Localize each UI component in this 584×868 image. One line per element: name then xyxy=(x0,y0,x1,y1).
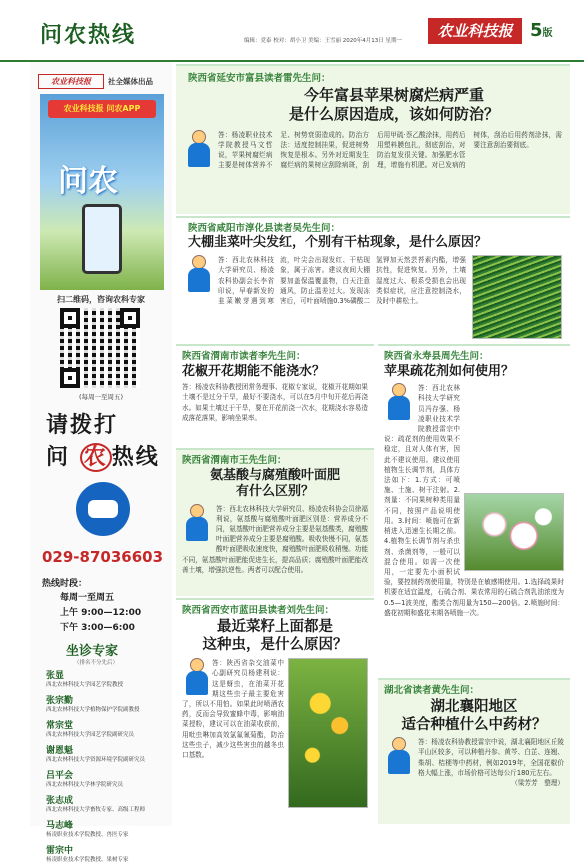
expert-name: 雷宗中 xyxy=(46,846,74,856)
expert-name: 张显 xyxy=(46,671,65,681)
article-rapeseed-pests xyxy=(176,598,374,824)
expert-role: 西北农林科技大学畜牧专家、高级工程师 xyxy=(46,807,146,813)
article-leek-tips xyxy=(176,216,570,340)
article-headline xyxy=(244,86,544,124)
expert-name: 张宗勤 xyxy=(46,696,74,706)
call-line-2-a: 问 xyxy=(46,445,71,470)
headline-line: 氨基酸与腐殖酸叶面肥 xyxy=(209,468,340,483)
edition-label: 版 xyxy=(542,28,553,39)
expert-name: 常宗堂 xyxy=(46,721,74,731)
headline-line: 是什么原因造成，该如何防治？ xyxy=(288,104,499,123)
article-headline xyxy=(384,698,564,734)
expert-avatar-icon xyxy=(384,383,414,423)
headline-line: 今年富县苹果树腐烂病严重 xyxy=(303,86,484,104)
hotline-morning: 上午 9:00—12:00 xyxy=(60,608,142,618)
article-headline: 大棚韭菜叶尖发红，个别有干枯现象，是什么原因？ xyxy=(188,235,488,250)
article-text: 答：杨凌职业技术学院教授马文哲说，苹果树腐烂病主要是树体营养不足、树势衰弱造成的。防治方法：适度控制挂果，促进树势恢复是根本。另外对近期发生腐烂病的果树应刮除病斑，刮后用甲硫·萘乙酸涂抹，用药后用塑料膜包扎，彻底刮治，对防治复发很关键。加强肥水管理，增施有机肥。对已发病的树体，刮治后用药剂涂抹，需要注意刮治要彻底。 xyxy=(218,130,562,170)
headline-line: 这种虫，是什么原因？ xyxy=(202,637,348,654)
article-text: 答：西北农林科技大学研究员、杨凌农科协副会长李省印说，早春新发的韭菜嫩芽遇到寒流，叶尖会出现发红、干枯现象，属于冻害。建议夜间大棚要加盖保温覆盖物，白天注意通风，防止温差过大。发现冻害后，可叶面喷施0.3%磷酸二氢钾加天然芸苔素内酯，增强抗性，促进恢复。另外，土壤湿度过大、根系受损也会出现类似症状，应注意控制浇水，及时中耕松土。 xyxy=(218,256,466,306)
list-item xyxy=(46,768,170,793)
expert-role: 西北农林科技大学资源环境学院副研究员 xyxy=(46,757,146,763)
expert-name: 谢恩魁 xyxy=(46,746,74,756)
call-line-2-b: 热线 xyxy=(111,445,160,470)
article-body xyxy=(184,255,466,339)
article-foliar-fertilizer xyxy=(176,448,374,596)
list-item xyxy=(46,843,170,868)
article-question: 陕西省永寿县周先生问： xyxy=(384,351,489,362)
scan-prompt: 扫二维码，咨询农科专家 xyxy=(57,295,145,304)
article-hubei-herbs xyxy=(378,678,570,824)
sidebar xyxy=(30,62,172,863)
hotline-label: 热线时段： xyxy=(42,579,88,589)
article-byline: （梁芳芳 整理） xyxy=(511,779,564,788)
phone-illustration-icon xyxy=(82,204,122,274)
article-headline xyxy=(182,468,368,501)
experts-list xyxy=(46,668,170,868)
telephone-icon xyxy=(76,482,130,536)
expert-name: 张志成 xyxy=(46,796,74,806)
article-headline: 花椒开花期能不能浇水？ xyxy=(182,364,326,379)
headline-line: 湖北襄阳地区 xyxy=(430,699,518,715)
expert-avatar-icon xyxy=(184,130,214,170)
expert-avatar-icon xyxy=(182,504,212,544)
hotline-afternoon: 下午 3:00—6:00 xyxy=(60,623,135,633)
list-item xyxy=(46,743,170,768)
article-question: 陕西省西安市蓝田县读者刘先生问： xyxy=(182,605,335,616)
article-question: 湖北省读者黄先生问： xyxy=(384,685,480,696)
section-title: 问农热线 xyxy=(40,23,137,48)
expert-role: 西北农林科技大学园艺学院副研究员 xyxy=(46,732,135,738)
qr-caption: (每周一至周五) xyxy=(78,393,124,401)
list-item xyxy=(46,668,170,693)
edition-digit: 5 xyxy=(530,20,543,41)
app-poster[interactable] xyxy=(40,94,164,290)
newspaper-logo: 农业科技报 xyxy=(428,18,522,44)
hotline-days: 每周一至周五 xyxy=(60,593,115,603)
sidebar-logo-suffix: 社全媒体出品 xyxy=(108,77,153,86)
article-body xyxy=(384,737,564,778)
article-headline: 苹果疏花剂如何使用？ xyxy=(384,364,515,379)
article-text: 答：西北农林科技大学研究员、杨凌农科协会员徐福利说，氨基酸与腐殖酸叶面肥区别是：营养成分不同，氨基酸叶面肥营养成分主要是氨基酸类，腐殖酸叶面肥营养成分主要是腐殖酸。吸收快慢不同，氨基酸叶面肥吸收速度快，腐殖酸叶面肥吸收稍慢。功能不同，氨基酸叶面肥能促进生长，提高品质；腐殖酸叶面肥能改善土壤，增强抗逆性。两者可以配合使用。 xyxy=(182,504,368,574)
edition-number xyxy=(530,20,553,41)
sidebar-logo-mark: 农业科技报 xyxy=(38,74,104,89)
expert-avatar-icon xyxy=(182,658,208,692)
article-pepper-watering xyxy=(176,344,374,446)
call-line-2 xyxy=(46,440,160,471)
call-line-2-highlight: 农 xyxy=(80,443,112,472)
article-text: 答：陕西省杂交油菜中心副研究员杨建利说：这是蚜虫，在油菜开花期这些虫子最主要危害了，所以不用怕。如果此时喷酒农药，反而会导致蜜蜂中毒，影响油菜授粉，建议可以在油菜收获前，用吡虫啉加高效氯氟氰菊酯，防治这些虫子，减少这些害虫的越冬虫口基数。 xyxy=(182,659,284,760)
expert-name: 马志峰 xyxy=(46,821,74,831)
expert-role: 杨凌职业技术学院教授、兽医专家 xyxy=(46,832,129,838)
article-body xyxy=(384,383,564,673)
expert-role: 西北农林科技大学植物保护学院副教授 xyxy=(46,707,140,713)
expert-avatar-icon xyxy=(184,255,214,295)
sidebar-logo xyxy=(38,72,166,92)
expert-name: 吕平会 xyxy=(46,771,74,781)
poster-title: 问农 xyxy=(58,164,118,199)
article-body xyxy=(182,658,284,808)
article-body xyxy=(182,504,368,575)
page-header xyxy=(0,0,584,62)
article-apple-thinning xyxy=(378,344,570,676)
headline-line: 适合种植什么中药材？ xyxy=(401,717,547,734)
article-question: 陕西省渭南市读者李先生问： xyxy=(182,351,306,362)
article-text: 答：西北农林科技大学研究员冯存强、杨凌职业技术学院教授雷宗中说：疏花剂的使用效果不稳定，且对人体有害，因此不建议使用。建议使用植物生长调节剂，具体方法如下：1.方式：可喷施、土施、树干注射。2.剂量：不同果树种类用量不同，按照产品说明使用。3.时间：喷施可在新梢进入迅速生长期之前。4.植物生长调节剂与杀虫剂、杀菌剂等，一般可以混合使用。如需一次使用，一定要先小面积试验，要控制药剂使用量，特别是在敏感期使用。1.选择疏果时机要在适宜温度，石硫合剂、果农常用的石硫合剂乳油浓度为0.5—1波美度，酯类合剂用量为150—200倍。2.喷施时间：盛花初期和盛花末期各喷施一次。 xyxy=(384,384,564,617)
article-text: 答：杨凌农科协教授雷宗中说，湖北襄阳地区丘陵平山区较多，可以种植丹参、黄芩、白芷、连翘、柴胡、桔梗等中药材，例如2019年，全国花椒价格大幅上涨，市场价格可达每公斤180元左右。 xyxy=(418,738,564,777)
header-meta: 编辑：党泰 校对：胡小卫 美编：王雪丽 2020年4月13日 星期一 xyxy=(244,38,402,44)
list-item xyxy=(46,693,170,718)
article-content xyxy=(384,383,564,673)
list-item xyxy=(46,818,170,843)
article-question: 陕西省渭南市王先生问： xyxy=(182,455,287,466)
leek-photo xyxy=(472,255,562,339)
list-item xyxy=(46,718,170,743)
experts-subtitle: （排名不分先后） xyxy=(74,660,119,666)
experts-title: 坐诊专家 xyxy=(66,644,119,659)
hotline-number[interactable]: 029-87036603 xyxy=(42,548,164,566)
article-question: 陕西省咸阳市淳化县读者吴先生问： xyxy=(188,223,341,234)
article-content xyxy=(182,658,368,808)
call-line-1: 请拨打 xyxy=(46,413,119,438)
expert-avatar-icon xyxy=(384,737,414,777)
article-apple-canker xyxy=(176,64,570,214)
expert-role: 西北农林科技大学园艺学院教授 xyxy=(46,682,124,688)
qr-code-icon[interactable] xyxy=(60,308,140,388)
article-body: 答：杨凌农科协教授团常务理事、花椒专家说，花椒开花期如果土壤不是过分干旱，最好不要浇水，可以在5月中旬开花后再浇水。如果土壤过于干旱，要在开花前浇一次水，花期浇水容易造成落花落果，影响坐果率。 xyxy=(182,383,368,422)
rapeseed-photo xyxy=(288,658,368,808)
apple-blossom-photo xyxy=(464,493,564,571)
headline-line: 最近菜籽上面都是 xyxy=(217,619,333,635)
list-item xyxy=(46,793,170,818)
expert-role: 西北农林科技大学林学院研究员 xyxy=(46,782,124,788)
article-question: 陕西省延安市富县读者雷先生问： xyxy=(188,73,331,84)
expert-role: 杨凌职业技术学院教授、果树专家 xyxy=(46,857,129,863)
article-content xyxy=(184,255,562,339)
article-headline xyxy=(182,618,368,654)
headline-line: 有什么区别？ xyxy=(235,484,314,500)
poster-banner: 农业科技报 问农APP xyxy=(48,100,156,118)
article-body xyxy=(184,130,562,200)
